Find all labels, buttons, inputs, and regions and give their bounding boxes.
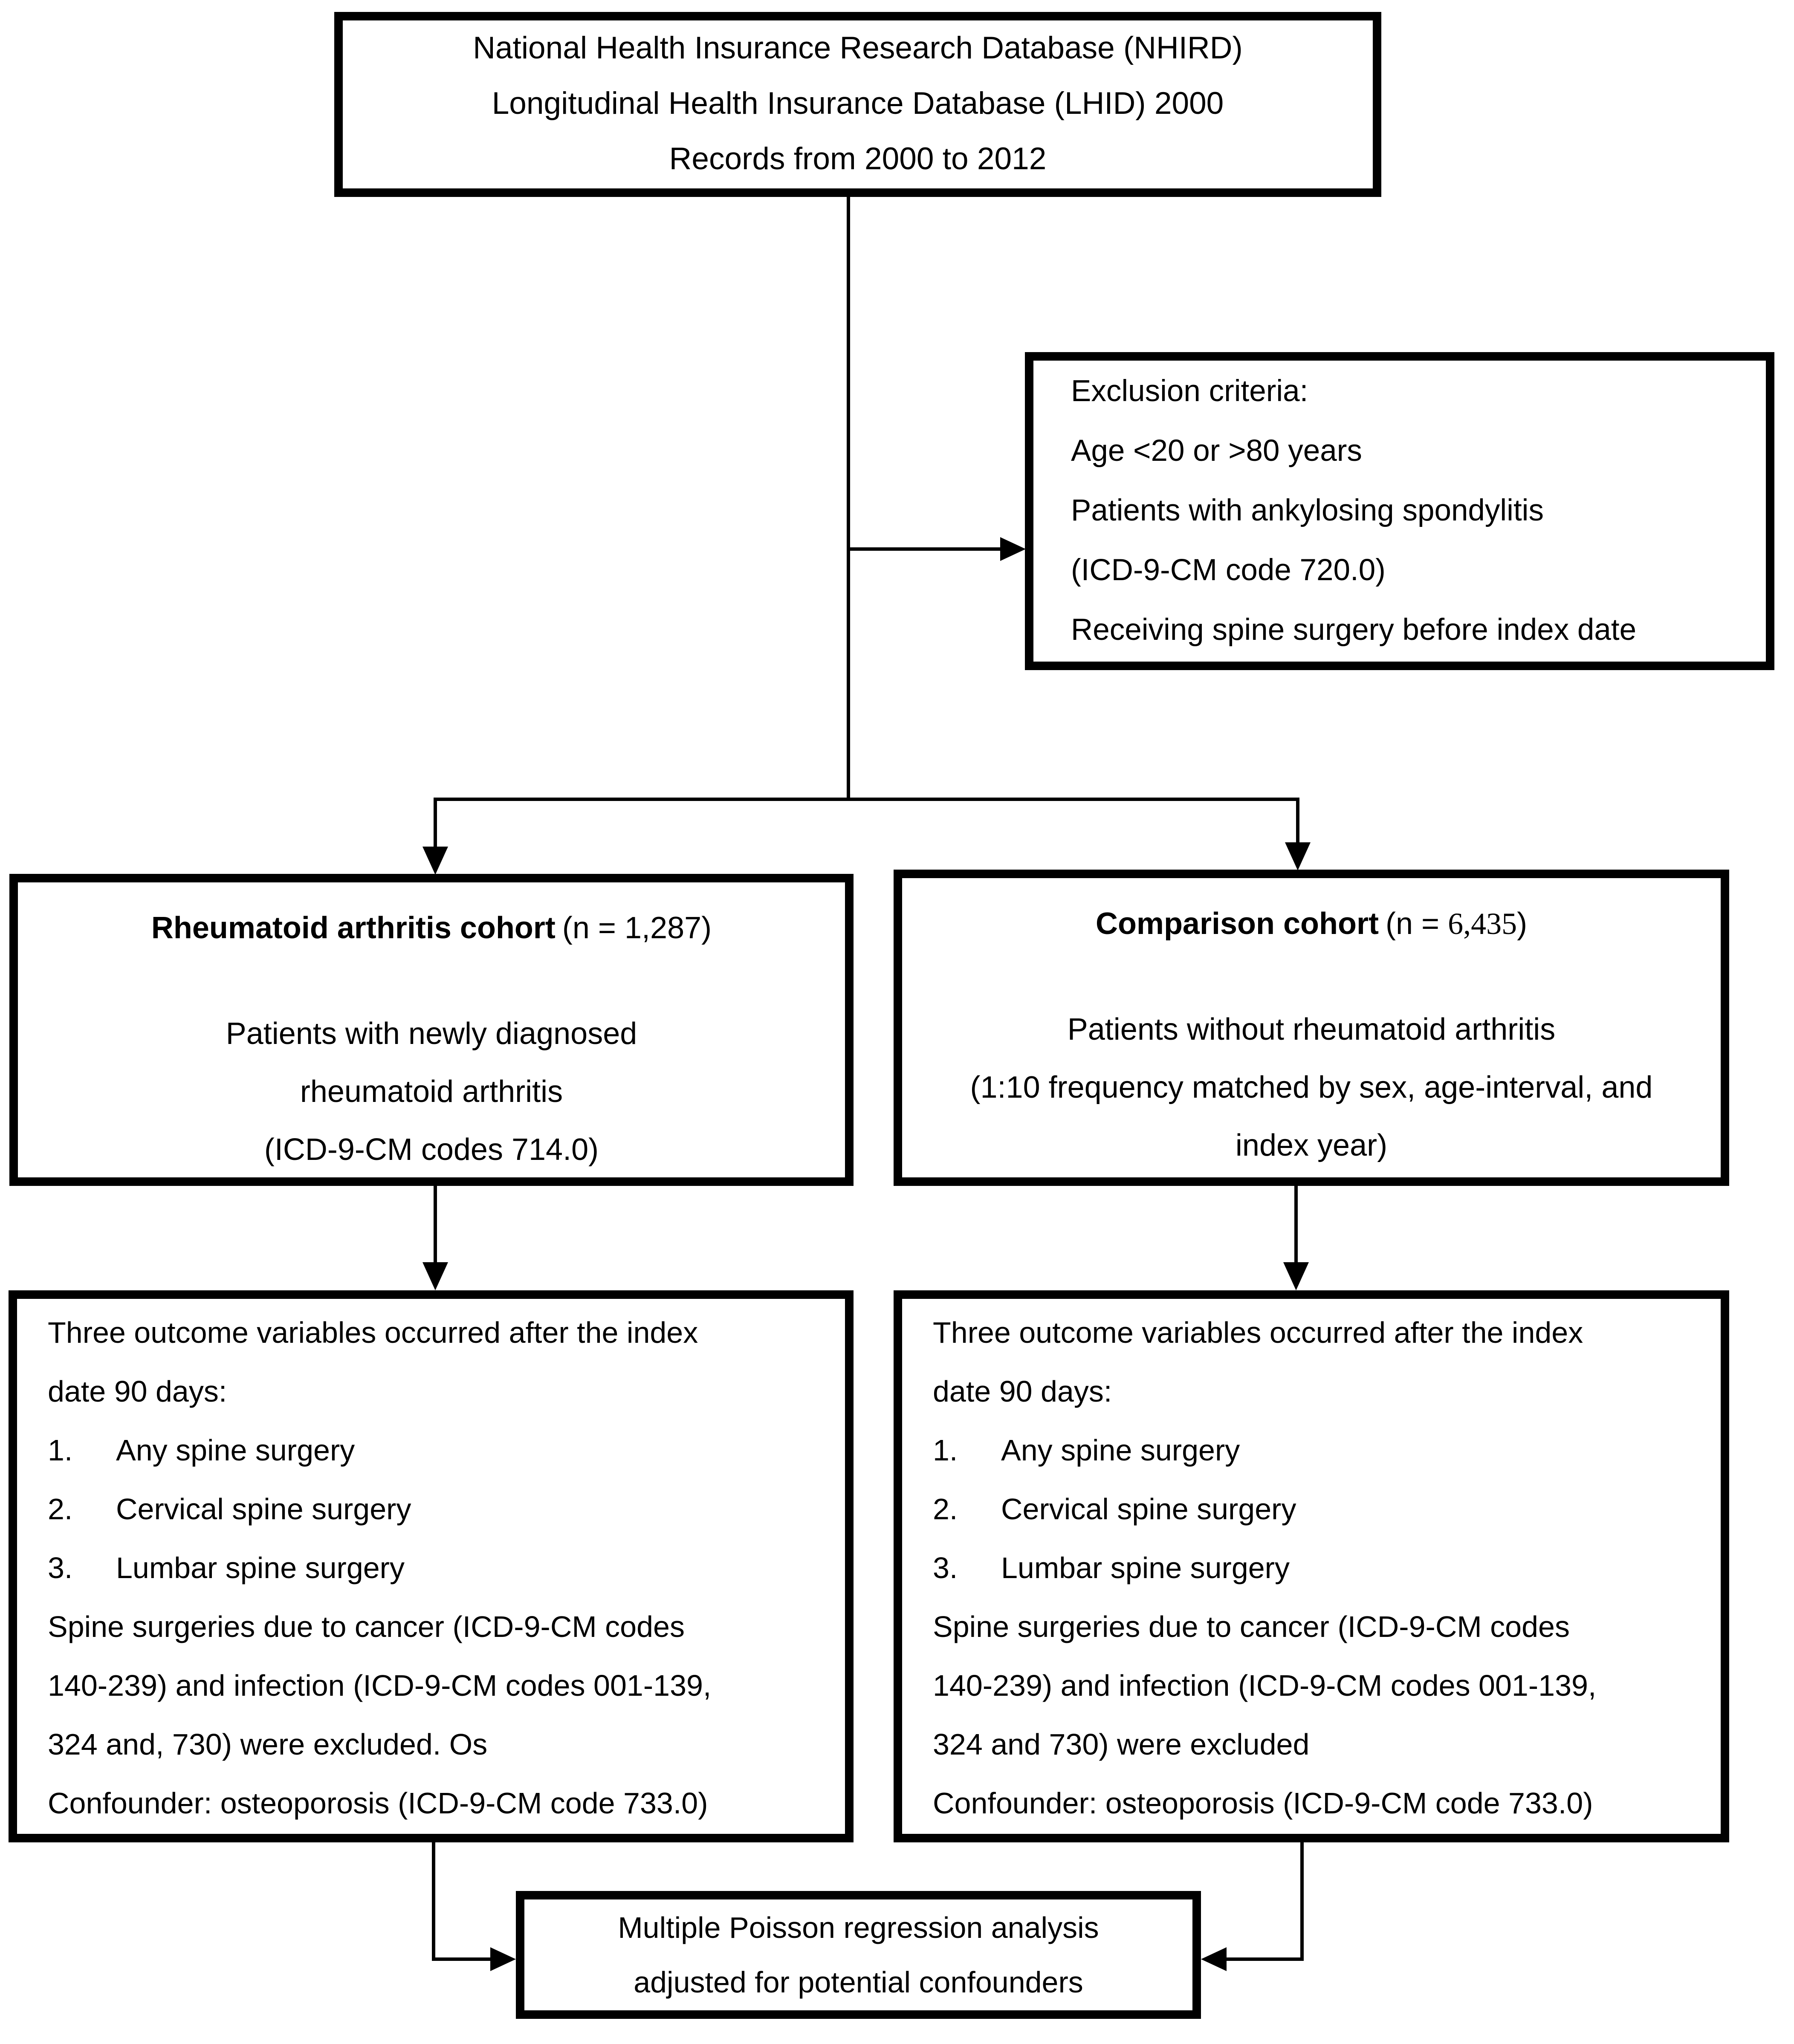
ra-outcome-item: [48, 1421, 845, 1480]
ra-outcome-item-number: 3.: [48, 1551, 73, 1584]
comparison-outcome-item-number: 1.: [933, 1434, 958, 1467]
comparison-cohort-line: Patients without rheumatoid arthritis: [1067, 1012, 1556, 1047]
exclusion-criteria-box: [1025, 352, 1774, 670]
comparison-outcome-item: [933, 1480, 1721, 1538]
ra-outcome-intro-line: date 90 days:: [48, 1375, 227, 1408]
comparison-cohort-n-suffix: ): [1517, 907, 1528, 941]
connector-ra-outcome-down: [432, 1842, 435, 1961]
ra-cohort-line: rheumatoid arthritis: [300, 1075, 563, 1109]
arrowhead-into-exclusion-icon: [1000, 537, 1026, 561]
source-line: National Health Insurance Research Database (NHIRD): [473, 31, 1243, 65]
source-database-box: [334, 12, 1381, 197]
ra-outcome-item: [48, 1538, 845, 1597]
ra-outcome-item-label: Lumbar spine surgery: [116, 1551, 405, 1584]
ra-outcome-note-line: 140-239) and infection (ICD-9-CM codes 001-139,: [48, 1669, 712, 1702]
exclusion-line: Patients with ankylosing spondylitis: [1071, 494, 1544, 527]
connector-comparison-cohort-to-outcome: [1294, 1185, 1298, 1264]
comparison-outcome-intro-line: date 90 days:: [933, 1375, 1112, 1408]
connector-ra-cohort-to-outcome: [434, 1185, 437, 1264]
comparison-outcome-note-line: Confounder: osteoporosis (ICD-9-CM code 733.0): [933, 1787, 1593, 1820]
comparison-outcome-note-line: 324 and 730) were excluded: [933, 1728, 1310, 1761]
ra-outcome-item-number: 2.: [48, 1492, 73, 1526]
ra-cohort-title: [18, 900, 845, 956]
arrowhead-into-regression-left-icon: [490, 1947, 516, 1971]
ra-cohort-line: (ICD-9-CM codes 714.0): [264, 1133, 599, 1167]
connector-ra-outcome-right: [432, 1957, 492, 1961]
ra-outcome-note-line: Spine surgeries due to cancer (ICD-9-CM codes: [48, 1610, 685, 1643]
regression-line: Multiple Poisson regression analysis: [618, 1911, 1099, 1944]
comparison-outcome-item-number: 3.: [933, 1551, 958, 1584]
comparison-cohort-title: [902, 896, 1721, 951]
ra-outcome-item-label: Any spine surgery: [116, 1434, 355, 1467]
ra-outcome-item-label: Cervical spine surgery: [116, 1492, 411, 1526]
comparison-outcome-item-label: Any spine surgery: [1001, 1434, 1240, 1467]
exclusion-line: Receiving spine surgery before index date: [1071, 613, 1637, 647]
connector-split-horizontal: [434, 798, 1299, 801]
comparison-outcome-item: [933, 1538, 1721, 1597]
comparison-cohort-title-text: Comparison cohort: [1095, 907, 1379, 941]
ra-cohort-box: [9, 874, 854, 1186]
comparison-outcome-item: [933, 1421, 1721, 1480]
ra-outcome-item-number: 1.: [48, 1434, 73, 1467]
arrowhead-into-comparison-cohort-icon: [1285, 842, 1311, 870]
ra-outcome-item: [48, 1480, 845, 1538]
comparison-outcome-note-line: 140-239) and infection (ICD-9-CM codes 001-139,: [933, 1669, 1597, 1702]
comparison-cohort-box: [894, 870, 1729, 1186]
arrowhead-into-ra-cohort-icon: [422, 847, 448, 875]
connector-comparison-outcome-left: [1226, 1957, 1304, 1961]
comparison-cohort-n-prefix: (n =: [1385, 907, 1448, 941]
regression-line: adjusted for potential confounders: [634, 1966, 1083, 1999]
arrowhead-into-ra-outcome-icon: [422, 1262, 448, 1290]
source-line: Longitudinal Health Insurance Database (LHID) 2000: [492, 86, 1224, 121]
connector-comparison-outcome-down: [1300, 1842, 1304, 1961]
ra-cohort-line: Patients with newly diagnosed: [226, 1017, 637, 1051]
comparison-cohort-n-value: 6,435: [1448, 907, 1517, 941]
exclusion-line: Exclusion criteria:: [1071, 374, 1308, 408]
ra-outcomes-box: [9, 1290, 854, 1842]
comparison-outcome-note-line: Spine surgeries due to cancer (ICD-9-CM codes: [933, 1610, 1570, 1643]
comparison-cohort-line: (1:10 frequency matched by sex, age-interval, and: [970, 1070, 1653, 1104]
source-line: Records from 2000 to 2012: [669, 142, 1047, 176]
connector-source-to-split: [847, 196, 850, 801]
connector-drop-right: [1296, 798, 1299, 844]
regression-analysis-box: [516, 1891, 1201, 2019]
comparison-outcome-item-number: 2.: [933, 1492, 958, 1526]
arrowhead-into-comparison-outcome-icon: [1283, 1262, 1309, 1290]
comparison-cohort-line: index year): [1235, 1128, 1388, 1162]
exclusion-line: Age <20 or >80 years: [1071, 434, 1362, 468]
ra-outcome-note-line: Confounder: osteoporosis (ICD-9-CM code 733.0): [48, 1787, 708, 1820]
comparison-outcome-item-label: Cervical spine surgery: [1001, 1492, 1296, 1526]
ra-outcome-intro-line: Three outcome variables occurred after the index: [48, 1316, 698, 1349]
exclusion-line: (ICD-9-CM code 720.0): [1071, 553, 1386, 587]
comparison-outcome-item-label: Lumbar spine surgery: [1001, 1551, 1290, 1584]
comparison-outcomes-box: [894, 1290, 1729, 1842]
ra-cohort-title-text: Rheumatoid arthritis cohort: [151, 911, 556, 945]
arrowhead-into-regression-right-icon: [1201, 1947, 1227, 1971]
ra-outcome-note-line: 324 and, 730) were excluded. Os: [48, 1728, 488, 1761]
ra-cohort-n: (n = 1,287): [562, 911, 712, 945]
comparison-outcome-intro-line: Three outcome variables occurred after the index: [933, 1316, 1583, 1349]
connector-branch-to-exclusion: [848, 547, 1002, 551]
connector-drop-left: [434, 798, 437, 848]
